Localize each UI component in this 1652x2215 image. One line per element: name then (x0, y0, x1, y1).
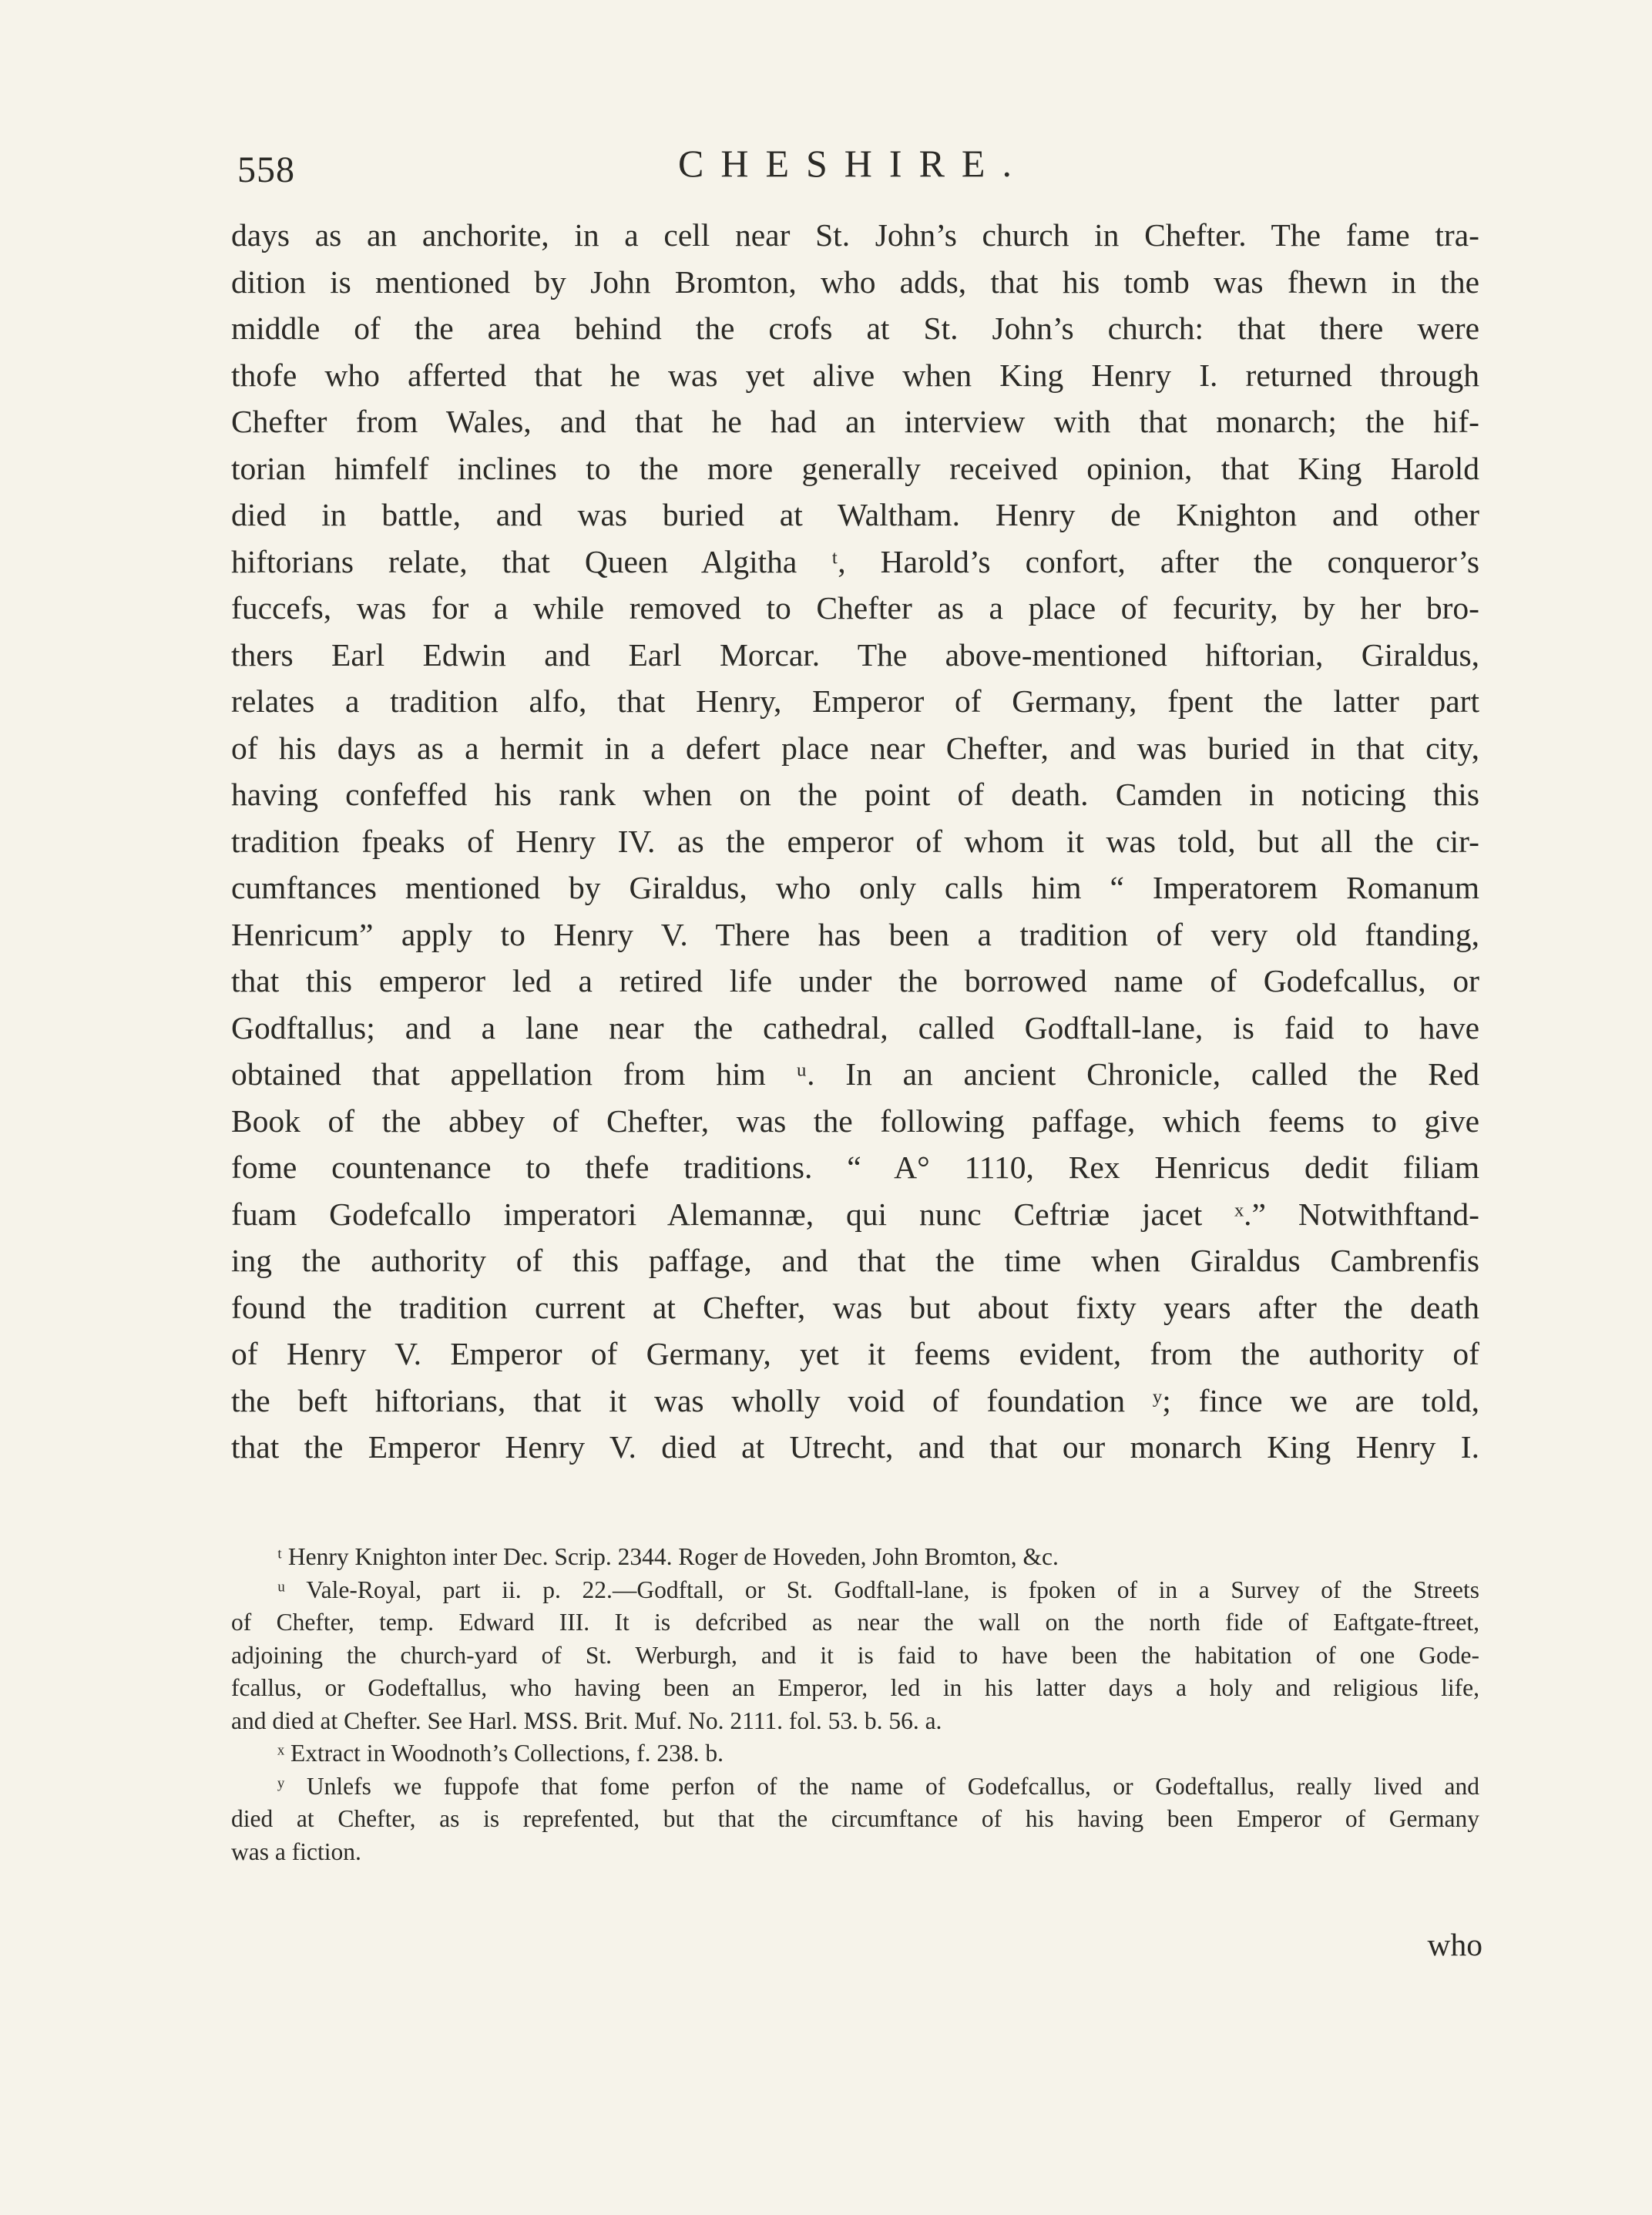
text-line: thers Earl Edwin and Earl Morcar. The above-mentioned hiftorian, Giraldus, (231, 636, 1479, 673)
text-line: having confeffed his rank when on the point of death. Camden in noticing this (231, 777, 1479, 812)
text-line: fome countenance to thefe traditions. “ A° 1110, Rex Henricus dedit filiam (231, 1149, 1479, 1185)
footnote-line: adjoining the church-yard of St. Werburgh, and it is faid to have been the habitation of one Gode- (231, 1641, 1479, 1669)
footnote-t: ᵗ Henry Knighton inter Dec. Scrip. 2344. Roger de Hoveden, John Bromton, &c. (277, 1543, 1059, 1570)
footnote-line: was a fiction. (231, 1837, 361, 1865)
text-line: relates a tradition alfo, that Henry, Emperor of Germany, fpent the latter part (231, 683, 1479, 719)
page-number: 558 (237, 149, 295, 190)
text-line: of his days as a hermit in a defert place near Chefter, and was buried in that city, (231, 730, 1479, 766)
text-line: Godftallus; and a lane near the cathedral, called Godftall-lane, is faid to have (231, 1009, 1479, 1045)
footnote-line: and died at Chefter. See Harl. MSS. Brit. Muf. No. 2111. fol. 53. b. 56. a. (231, 1707, 942, 1734)
text-line: cumftances mentioned by Giraldus, who only calls him “ Imperatorem Romanum (231, 870, 1479, 905)
text-line: that this emperor led a retired life under the borrowed name of Godefcallus, or (231, 963, 1479, 998)
text-line: hiftorians relate, that Queen Algitha ᵗ, Harold’s confort, after the conqueror’s (231, 543, 1479, 579)
text-line: fuam Godefcallo imperatori Alemannæ, qui nunc Ceftriæ jacet ˣ.” Notwithftand- (231, 1196, 1479, 1232)
footnote-line: fcallus, or Godeftallus, who having been an Emperor, led in his latter days a holy and religious life, (231, 1674, 1479, 1701)
text-line: died in battle, and was buried at Waltham. Henry de Knighton and other (231, 497, 1479, 532)
page-header (231, 135, 1479, 204)
main-text (231, 212, 1479, 1471)
text-line: Book of the abbey of Chefter, was the following paffage, which feems to give (231, 1102, 1479, 1139)
footnote-line: died at Chefter, as is reprefented, but that the circumftance of his having been Emperor of Germany (231, 1805, 1479, 1832)
footnote-x: ˣ Extract in Woodnoth’s Collections, f. 238. b. (277, 1740, 724, 1767)
text-line: found the tradition current at Chefter, was but about fixty years after the death (231, 1289, 1479, 1325)
text-line: thofe who afferted that he was yet alive when King Henry I. returned through (231, 357, 1479, 393)
text-line: tradition fpeaks of Henry IV. as the emperor of whom it was told, but all the cir- (231, 823, 1479, 859)
catchword: who (1427, 1927, 1482, 1962)
running-head: CHESHIRE. (678, 142, 1029, 185)
text-line: that the Emperor Henry V. died at Utrecht, and that our monarch King Henry I. (231, 1429, 1479, 1465)
text-line: of Henry V. Emperor of Germany, yet it feems evident, from the authority of (231, 1336, 1479, 1371)
footnote-y: ʸ Unlefs we fuppofe that fome perfon of the name of Godefcallus, or Godeftallus, really lived and (277, 1772, 1479, 1800)
text-line: torian himfelf inclines to the more generally received opinion, that King Harold (231, 450, 1479, 486)
text-line: ing the authority of this paffage, and that the time when Giraldus Cambrenfis (231, 1243, 1479, 1278)
text-line: Henricum” apply to Henry V. There has been a tradition of very old ftanding, (231, 916, 1479, 952)
footnote-u: ᵘ Vale-Royal, part ii. p. 22.—Godftall, or St. Godftall-lane, is fpoken of in a Survey of the Streets (277, 1576, 1479, 1603)
text-line: Chefter from Wales, and that he had an interview with that monarch; the hif- (231, 404, 1479, 439)
text-line: days as an anchorite, in a cell near St. John’s church in Chefter. The fame tra- (231, 217, 1479, 253)
text-line: fuccefs, was for a while removed to Chefter as a place of fecurity, by her bro- (231, 590, 1479, 626)
footnotes (231, 1541, 1479, 1868)
text-line: obtained that appellation from him ᵘ. In an ancient Chronicle, called the Red (231, 1056, 1479, 1092)
footnote-line: of Chefter, temp. Edward III. It is defcribed as near the wall on the north fide of Eaftgate-ftreet, (231, 1609, 1479, 1636)
text-line: the beft hiftorians, that it was wholly void of foundation ʸ; fince we are told, (231, 1382, 1479, 1418)
text-line: dition is mentioned by John Bromton, who adds, that his tomb was fhewn in the (231, 263, 1479, 300)
text-line: middle of the area behind the crofs at St. John’s church: that there were (231, 310, 1479, 346)
